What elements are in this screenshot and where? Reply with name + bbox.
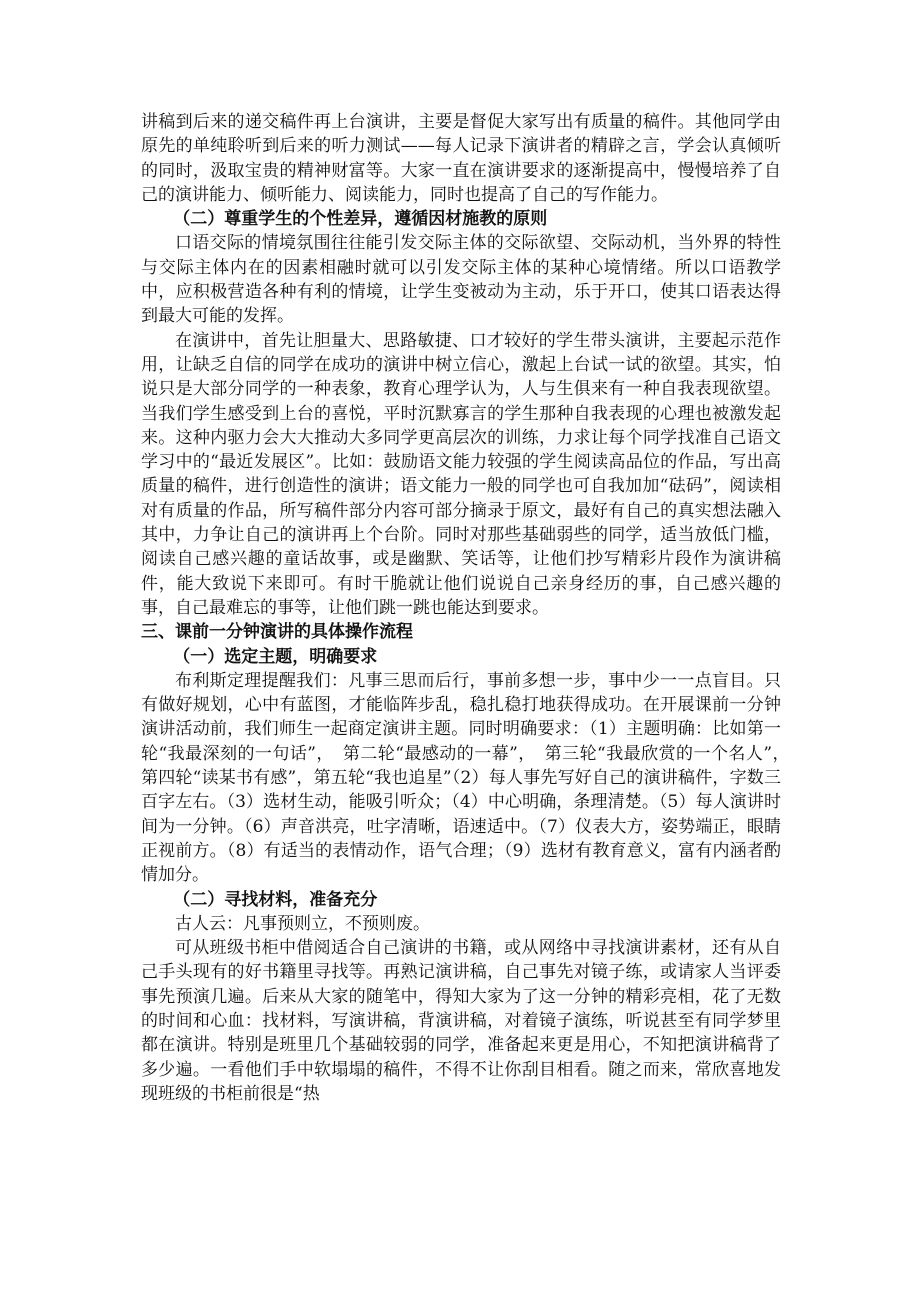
section-subheading-select-theme: （一）选定主题，明确要求 xyxy=(173,646,378,667)
section-heading-operation-process: 三、课前一分钟演讲的具体操作流程 xyxy=(141,622,413,643)
paragraph: 可从班级书柜中借阅适合自己演讲的书籍，或从网络中寻找演讲素材，还有从自己手头现有的好书籍里寻找等。再熟记演讲稿，自己事先对镜子练，或请家人当评委事先预演几遍。后来从大家的随笔中，得知大家为了这一分钟的精彩亮相，花了无数的时间和心血：找材料，写演讲稿，背演讲稿，对着镜子演练，听说甚至有同学梦里都在演讲。特别是班里几个基础较弱的同学，准备起来更是用心，不知把演讲稿背了多少遍。一看他们手中软塌塌的稿件，不得不让你刮目相看。随之而来，常欣喜地发现班级的书柜前很是“热 xyxy=(141,938,781,1104)
document-body xyxy=(141,110,798,1106)
paragraph: 古人云：凡事预则立，不预则废。 xyxy=(175,913,430,934)
paragraph: 在演讲中，首先让胆量大、思路敏捷、口才较好的学生带头演讲，主要起示范作用，让缺乏自信的同学在成功的演讲中树立信心，激起上台试一试的欲望。其实，怕说只是大部分同学的一种表象，教育心理学认为，人与生俱来有一种自我表现欲望。当我们学生感受到上台的喜悦，平时沉默寡言的学生那种自我表现的心理也被激发起来。这种内驱力会大大推动大多同学更高层次的训练，力求让每个同学找准自己语文学习中的“最近发展区”。比如：鼓励语文能力较强的学生阅读高品位的作品，写出高质量的稿件，进行创造性的演讲；语文能力一般的同学也可自我加加“砝码”，阅读相对有质量的作品，所写稿件部分内容可部分摘录于原文，最好有自己的真实想法融入其中，力争让自己的演讲再上个台阶。同时对那些基础弱些的同学，适当放低门槛，阅读自己感兴趣的童话故事，或是幽默、笑话等，让他们抄写精彩片段作为演讲稿件，能大致说下来即可。有时干脆就让他们说说自己亲身经历的事，自己感兴趣的事，自己最难忘的事等，让他们跳一跳也能达到要求。 xyxy=(141,330,781,618)
paragraph-continued: 讲稿到后来的递交稿件再上台演讲，主要是督促大家写出有质量的稿件。其他同学由原先的单纯聆听到后来的听力测试——每人记录下演讲者的精辟之言，学会认真倾听的同时，汲取宝贵的精神财富等。大家一直在演讲要求的逐渐提高中，慢慢培养了自己的演讲能力、倾听能力、阅读能力，同时也提高了自己的写作能力。 xyxy=(141,112,781,205)
paragraph: 口语交际的情境氛围往往能引发交际主体的交际欲望、交际动机，当外界的特性与交际主体内在的因素相融时就可以引发交际主体的某种心境情绪。所以口语教学中，应积极营造各种有利的情境，让学生变被动为主动，乐于开口，使其口语表达得到最大可能的发挥。 xyxy=(141,233,781,327)
paragraph: 布利斯定理提醒我们：凡事三思而后行，事前多想一步，事中少一一点盲目。只有做好规划，心中有蓝图，才能临阵步乱，稳扎稳打地获得成功。在开展课前一分钟演讲活动前，我们师生一起商定演讲主题。同时明确要求：（1）主题明确：比如第一轮“我最深刻的一句话”， 第二轮“最感动的一幕”， 第三轮“我最欣赏的一个名人”， 第四轮“读某书有感”，第五轮“我也追星”（2）每人事先写好自己的演讲稿件，字数三百字左右。（3）选材生动，能吸引听众；（4）中心明确，条理清楚。（5）每人演讲时间为一分钟。（6）声音洪亮，吐字清晰，语速适中。（7）仪表大方，姿势端正，眼睛正视前方。（8）有适当的表情动作，语气合理；（9）选材有教育意义，富有内涵者酌情加分。 xyxy=(141,670,798,886)
section-subheading-find-materials: （二）寻找材料，准备充分 xyxy=(173,889,378,910)
section-subheading-respect-individual-differences: （二）尊重学生的个性差异，遵循因材施教的原则 xyxy=(173,209,548,230)
